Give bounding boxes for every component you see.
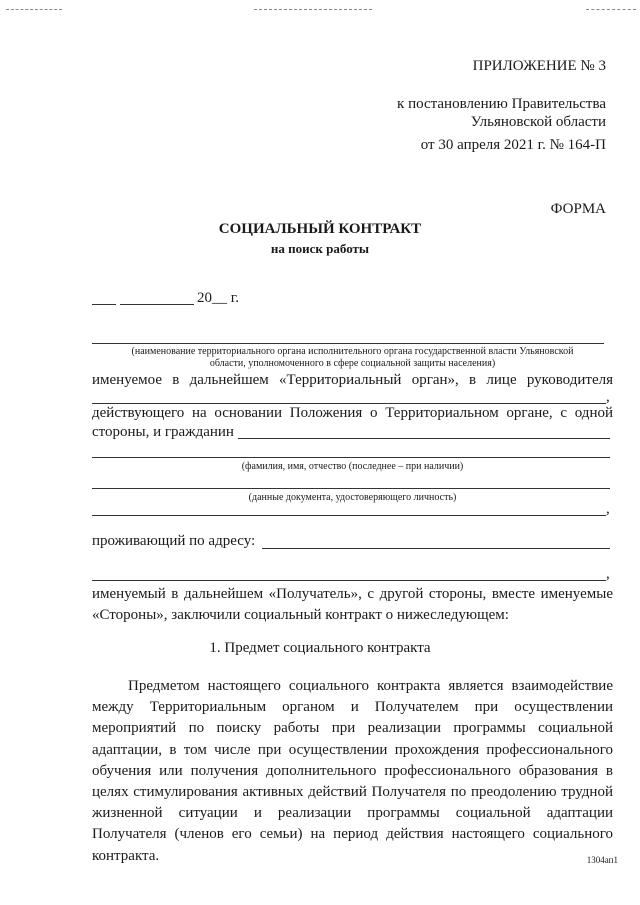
- date-year: 20__ г.: [197, 290, 239, 306]
- page-title: СОЦИАЛЬНЫЙ КОНТРАКТ: [218, 221, 422, 237]
- scan-artifact: [6, 9, 62, 10]
- organ-caption-2: области, уполномоченного в сфере социальной защиты населения): [209, 358, 496, 369]
- form-label: ФОРМА: [550, 201, 606, 217]
- para-recipient: именуемый в дальнейшем «Получатель», с другой стороны, вместе именуемые «Стороны», заключили социальный контракт о нижеследующем:: [92, 586, 613, 623]
- appendix-number: ПРИЛОЖЕНИЕ № 3: [472, 58, 606, 74]
- organ-name-line: [92, 343, 604, 344]
- date-month-blank: [120, 304, 194, 305]
- comma: ,: [606, 389, 610, 405]
- address-line: [262, 548, 610, 549]
- comma: ,: [606, 566, 610, 582]
- organ-caption-1: (наименование территориального органа исполнительного органа государственной власти Ульяновской: [131, 346, 574, 357]
- head-name-line: [92, 403, 606, 404]
- scan-artifact: [254, 9, 372, 10]
- fio-caption: (фамилия, имя, отчество (последнее – при наличии): [241, 461, 464, 472]
- page-subtitle: на поиск работы: [270, 241, 370, 256]
- address-label: проживающий по адресу:: [92, 533, 256, 549]
- header-line-2: Ульяновской области: [470, 114, 606, 130]
- section-1-title: 1. Предмет социального контракта: [209, 640, 431, 656]
- document-caption: (данные документа, удостоверяющего личность): [248, 492, 457, 503]
- document-line-2: [92, 515, 606, 516]
- header-line-1: к постановлению Правительства: [397, 96, 606, 112]
- date-day-blank: [92, 304, 116, 305]
- document-line: [92, 488, 610, 489]
- section-1-body: Предметом настоящего социального контракта является взаимодействие между Территориальным органом и Получателем при осуществлении мероприятий по поиску работы при реализации программы социальной адаптации, в том числе при осуществлении прохождения профессионального обучения или получения дополнительного профессионального образования в целях стимулирования активных действий Получателя по преодолению трудной жизненной ситуации и реализации программы социальной адаптации Получателя (членов его семьи) на период действия настоящего социального контракта.: [92, 678, 613, 864]
- para-organ: именуемое в дальнейшем «Территориальный орган», в лице руководителя: [92, 372, 613, 388]
- footer-code: 1304ап1: [586, 855, 618, 865]
- citizen-line: [238, 438, 610, 439]
- para-basis-1: действующего на основании Положения о Территориальном органе, с одной: [92, 405, 613, 421]
- comma: ,: [606, 501, 610, 517]
- scan-artifact: [586, 9, 636, 10]
- address-line-2: [92, 580, 606, 581]
- header-line-3: от 30 апреля 2021 г. № 164-П: [420, 137, 606, 153]
- para-basis-2: стороны, и гражданин: [92, 424, 234, 440]
- citizen-name-line: [92, 457, 610, 458]
